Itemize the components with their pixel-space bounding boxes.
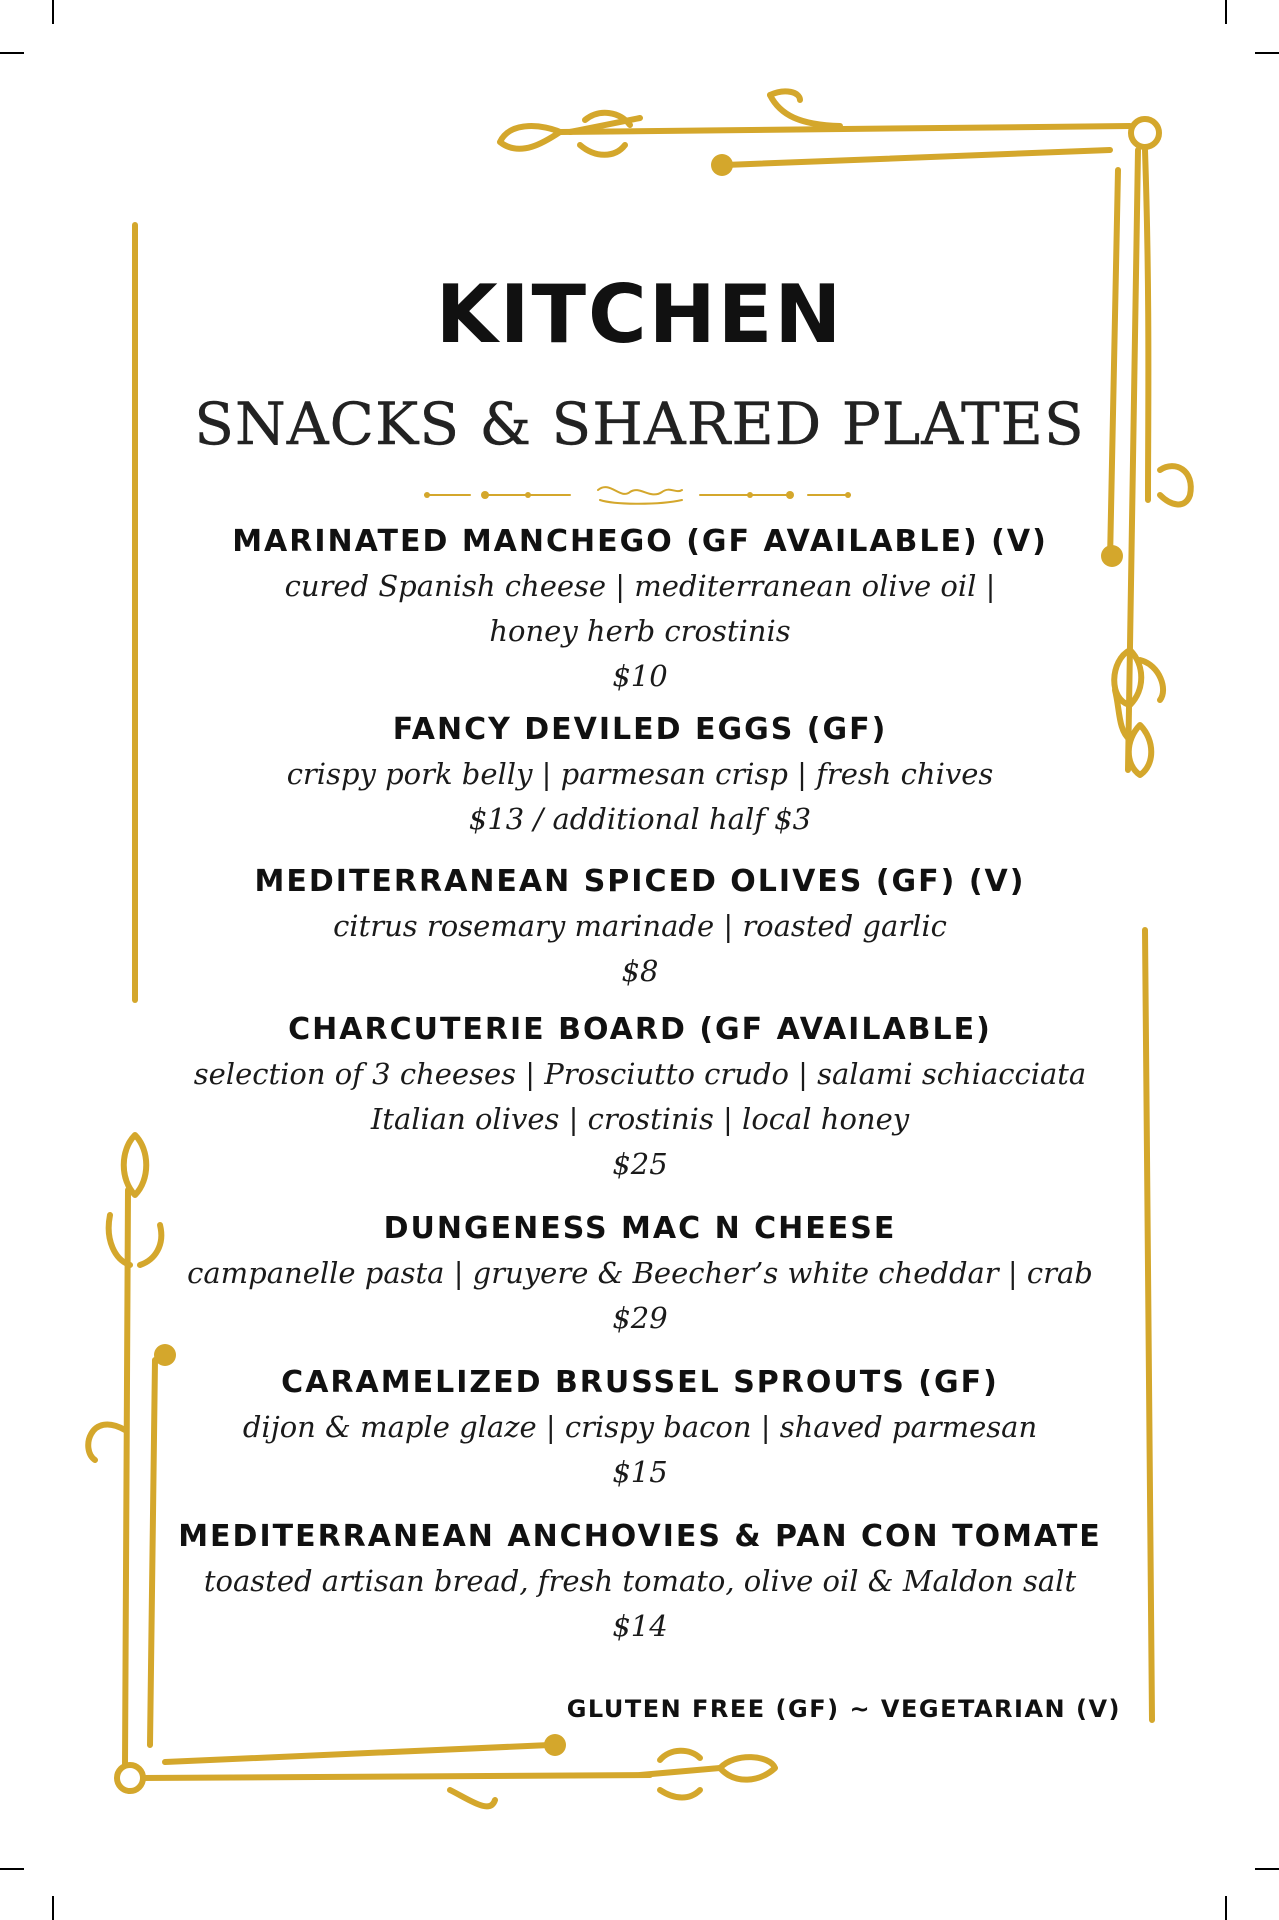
menu-item-name: MARINATED MANCHEGO (GF AVAILABLE) (V) (232, 524, 1048, 559)
menu-item-name: MEDITERRANEAN SPICED OLIVES (GF) (V) (254, 864, 1026, 899)
crop-mark (1225, 1896, 1227, 1920)
menu-item-description: Italian olives | crostinis | local honey (370, 1102, 910, 1136)
menu-item-name: DUNGENESS MAC N CHEESE (383, 1211, 897, 1246)
crop-mark (1225, 0, 1227, 24)
menu-item-description: honey herb crostinis (489, 614, 791, 648)
menu-item-name: CARAMELIZED BRUSSEL SPROUTS (GF) (281, 1365, 999, 1400)
menu-item-description: cured Spanish cheese | mediterranean olive oil | (284, 569, 996, 603)
menu-item-name: FANCY DEVILED EGGS (GF) (392, 712, 888, 747)
menu-item-description: citrus rosemary marinade | roasted garlic (333, 909, 947, 943)
menu-item-description: selection of 3 cheeses | Prosciutto crudo | salami schiacciata (193, 1057, 1087, 1091)
crop-mark (1255, 52, 1279, 54)
menu-item-price: $29 (612, 1301, 668, 1335)
menu-item (150, 1361, 1130, 1495)
menu-item-description: dijon & maple glaze | crispy bacon | shaved parmesan (242, 1410, 1038, 1444)
menu-item (150, 1207, 1130, 1341)
crop-mark (52, 1896, 54, 1920)
menu-item (150, 860, 1130, 994)
crop-mark (0, 52, 24, 54)
menu-item-name: MEDITERRANEAN ANCHOVIES & PAN CON TOMATE (178, 1519, 1102, 1554)
menu-item-description: crispy pork belly | parmesan crisp | fresh chives (286, 757, 994, 791)
menu-item-description: campanelle pasta | gruyere & Beecher’s white cheddar | crab (187, 1256, 1093, 1290)
menu-item (150, 708, 1130, 842)
menu-item (150, 1515, 1130, 1649)
menu-item-description: toasted artisan bread, fresh tomato, olive oil & Maldon salt (203, 1564, 1077, 1598)
menu-item-price: $14 (612, 1609, 668, 1643)
menu-subtitle: SNACKS & SHARED PLATES (194, 390, 1085, 458)
menu-item-price: $25 (612, 1147, 668, 1181)
menu-item (150, 1008, 1130, 1187)
menu-item-price: $10 (612, 659, 668, 693)
menu-item-name: CHARCUTERIE BOARD (GF AVAILABLE) (288, 1012, 992, 1047)
menu-item-price: $8 (621, 954, 659, 988)
menu-item-price: $15 (612, 1455, 668, 1489)
menu-item (150, 520, 1130, 699)
menu-title: KITCHEN (435, 268, 844, 361)
menu-item-price: $13 / additional half $3 (468, 802, 812, 836)
crop-mark (1255, 1868, 1279, 1870)
menu-items-list (150, 520, 1130, 1649)
crop-mark (52, 0, 54, 24)
crop-mark (0, 1868, 24, 1870)
dietary-legend: GLUTEN FREE (GF) ~ VEGETARIAN (V) (566, 1695, 1121, 1723)
